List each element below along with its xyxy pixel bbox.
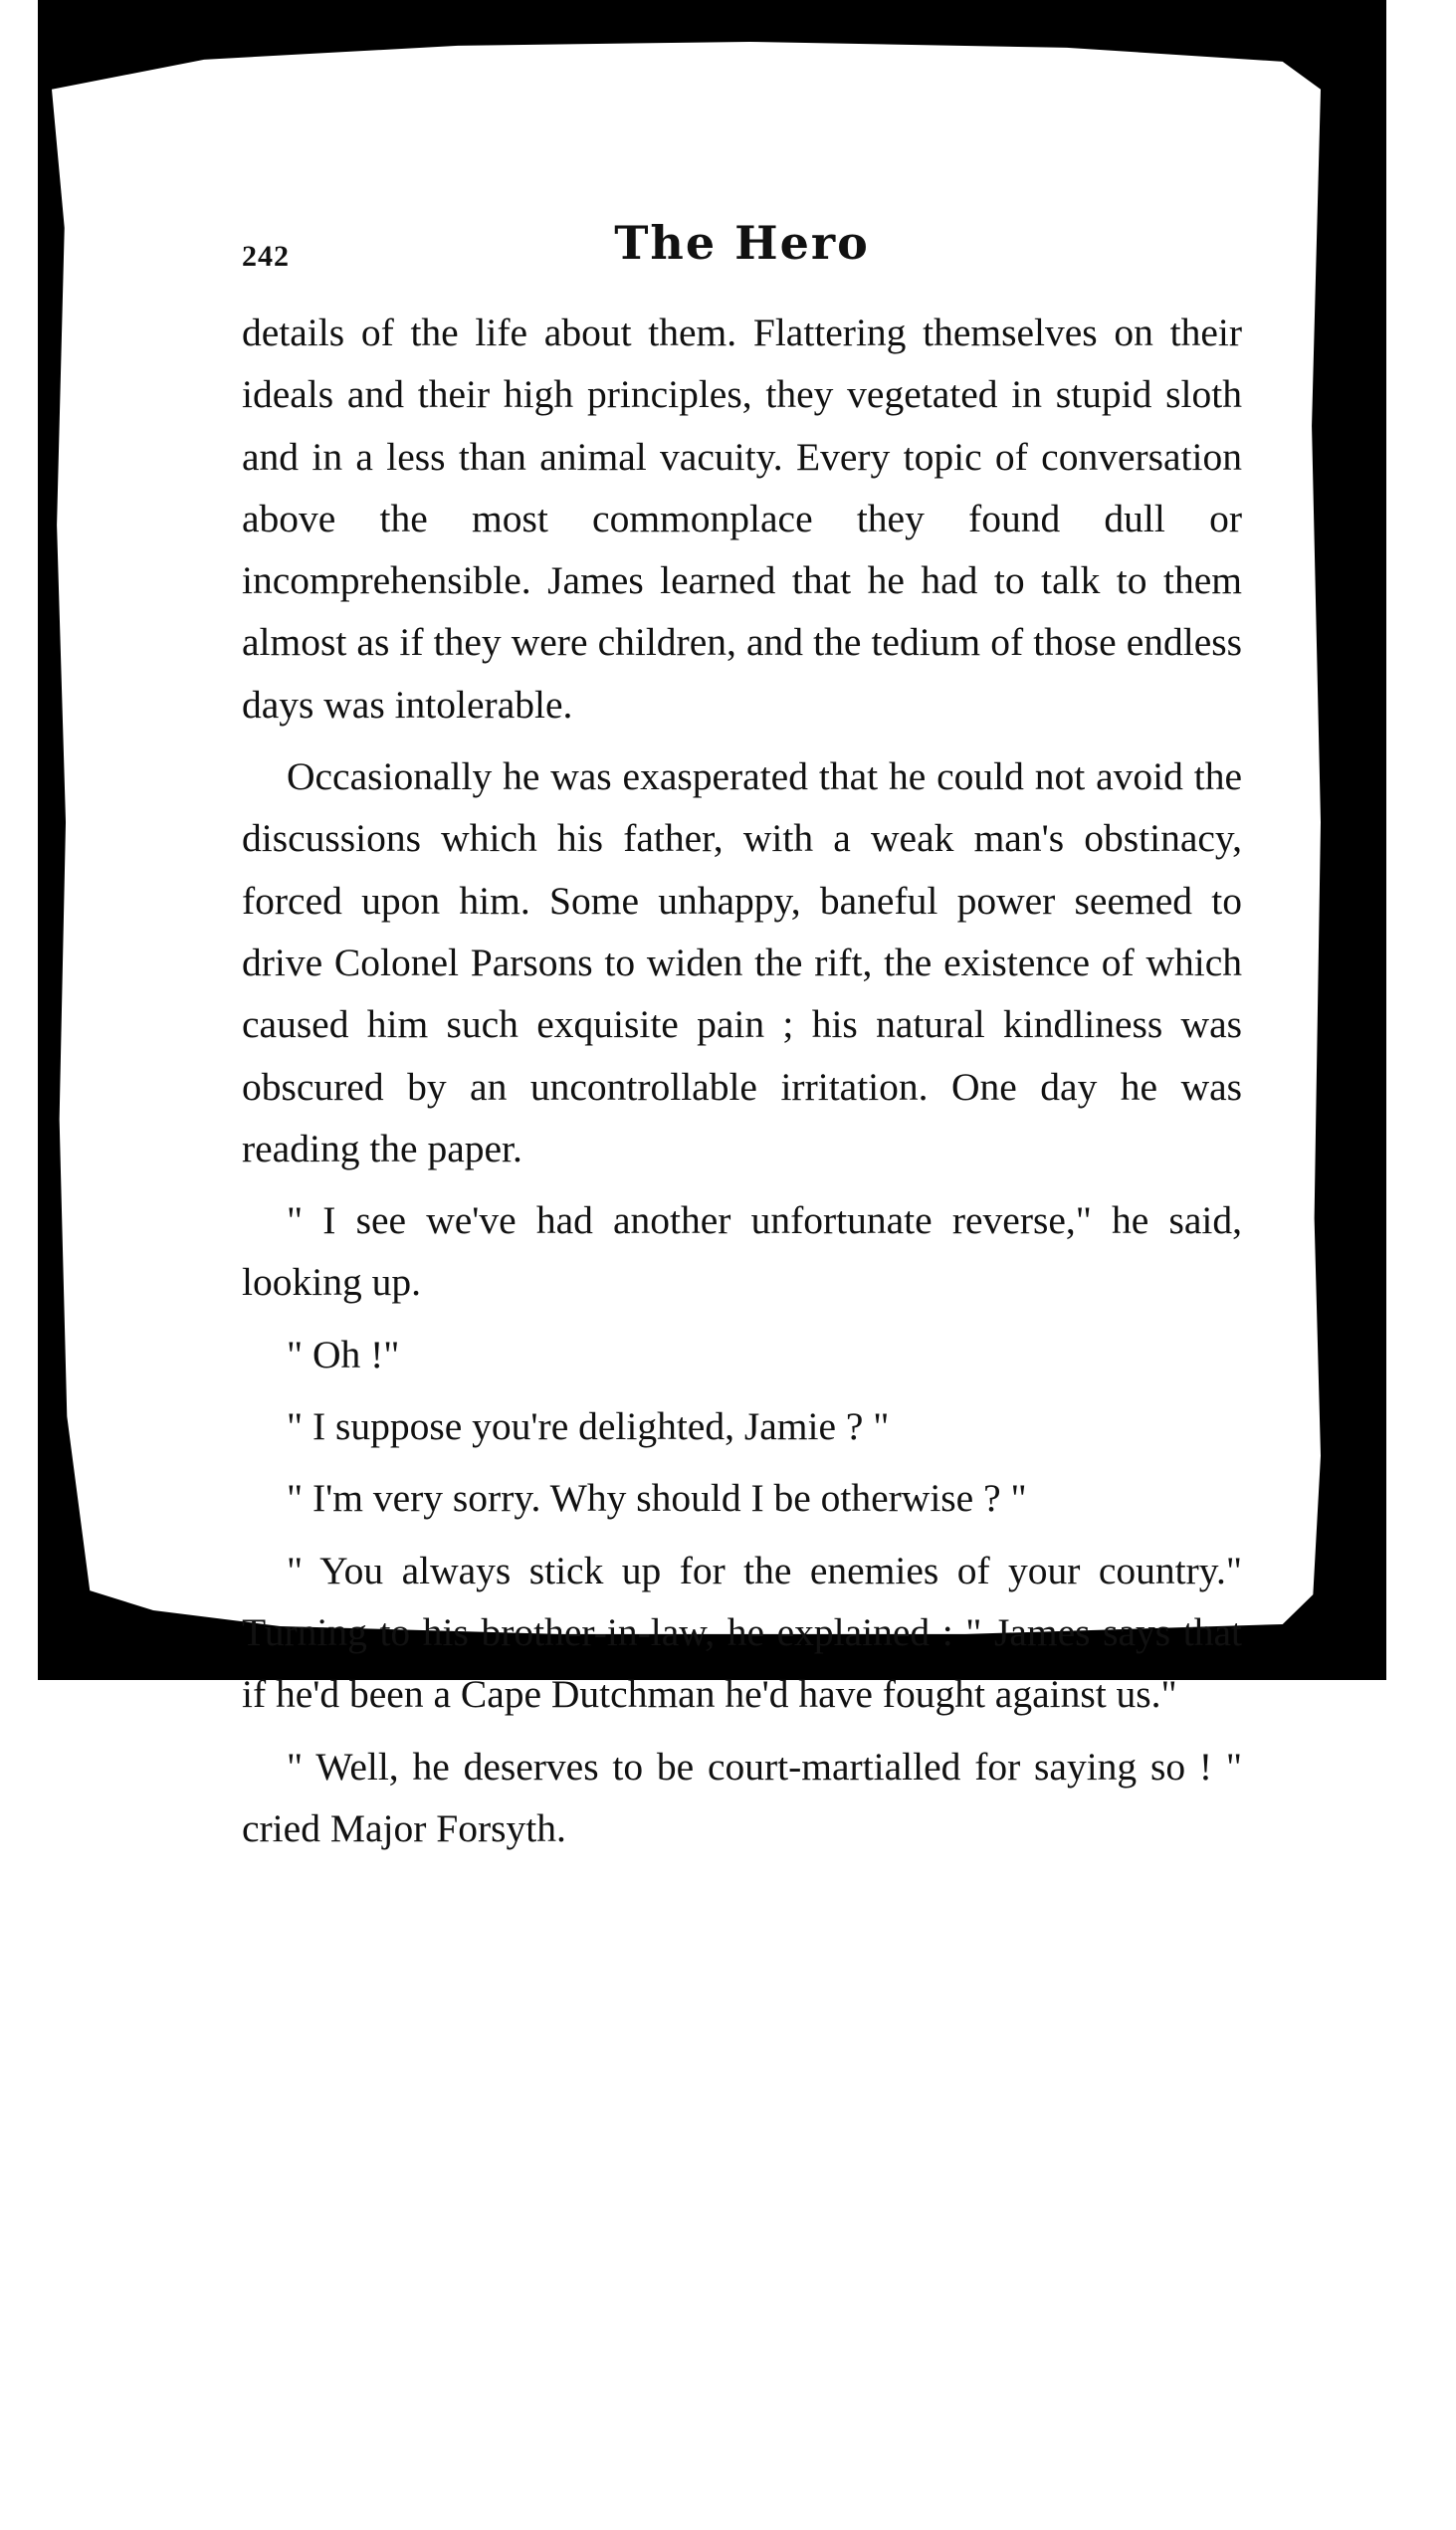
- paragraph: " I suppose you're delighted, Jamie ? ": [287, 1404, 890, 1449]
- paragraph: " I'm very sorry. Why should I be otherwise ? ": [287, 1476, 1027, 1521]
- paragraph: " Well, he deserves to be court-martialled for saying so ! " cried Major Forsyth.: [242, 1744, 1242, 1850]
- paragraph: " Oh !": [287, 1332, 400, 1376]
- running-title: The Hero: [614, 216, 870, 270]
- paragraph: " I see we've had another unfortunate reverse," he said, looking up.: [242, 1198, 1242, 1305]
- paragraph: Occasionally he was exasperated that he could not avoid the discussions which his father, with a weak man's obstinacy, forced upon him. Some unhappy, baneful power seemed to drive Colonel Parsons to widen the rift, the existence of which caused him such exquisite pain ; his natural kindliness was obscured by an uncontrollable irritation. One day he was reading the paper.: [242, 754, 1242, 1170]
- paragraph: " You always stick up for the enemies of your country." Turning to his brother-in-law, he explained : " James says that if he'd been a Cape Dutchman he'd have fought against us.": [242, 1548, 1242, 1717]
- running-head: [242, 214, 1242, 294]
- paragraph: details of the life about them. Flattering themselves on their ideals and their high principles, they vegetated in stupid sloth and in a less than animal vacuity. Every topic of conversation above the most commonplace they found dull or incomprehensible. James learned that he had to talk to them almost as if they were children, and the tedium of those endless days was intolerable.: [242, 311, 1242, 727]
- page-content: [242, 214, 1242, 1869]
- page-number: 242: [242, 240, 290, 273]
